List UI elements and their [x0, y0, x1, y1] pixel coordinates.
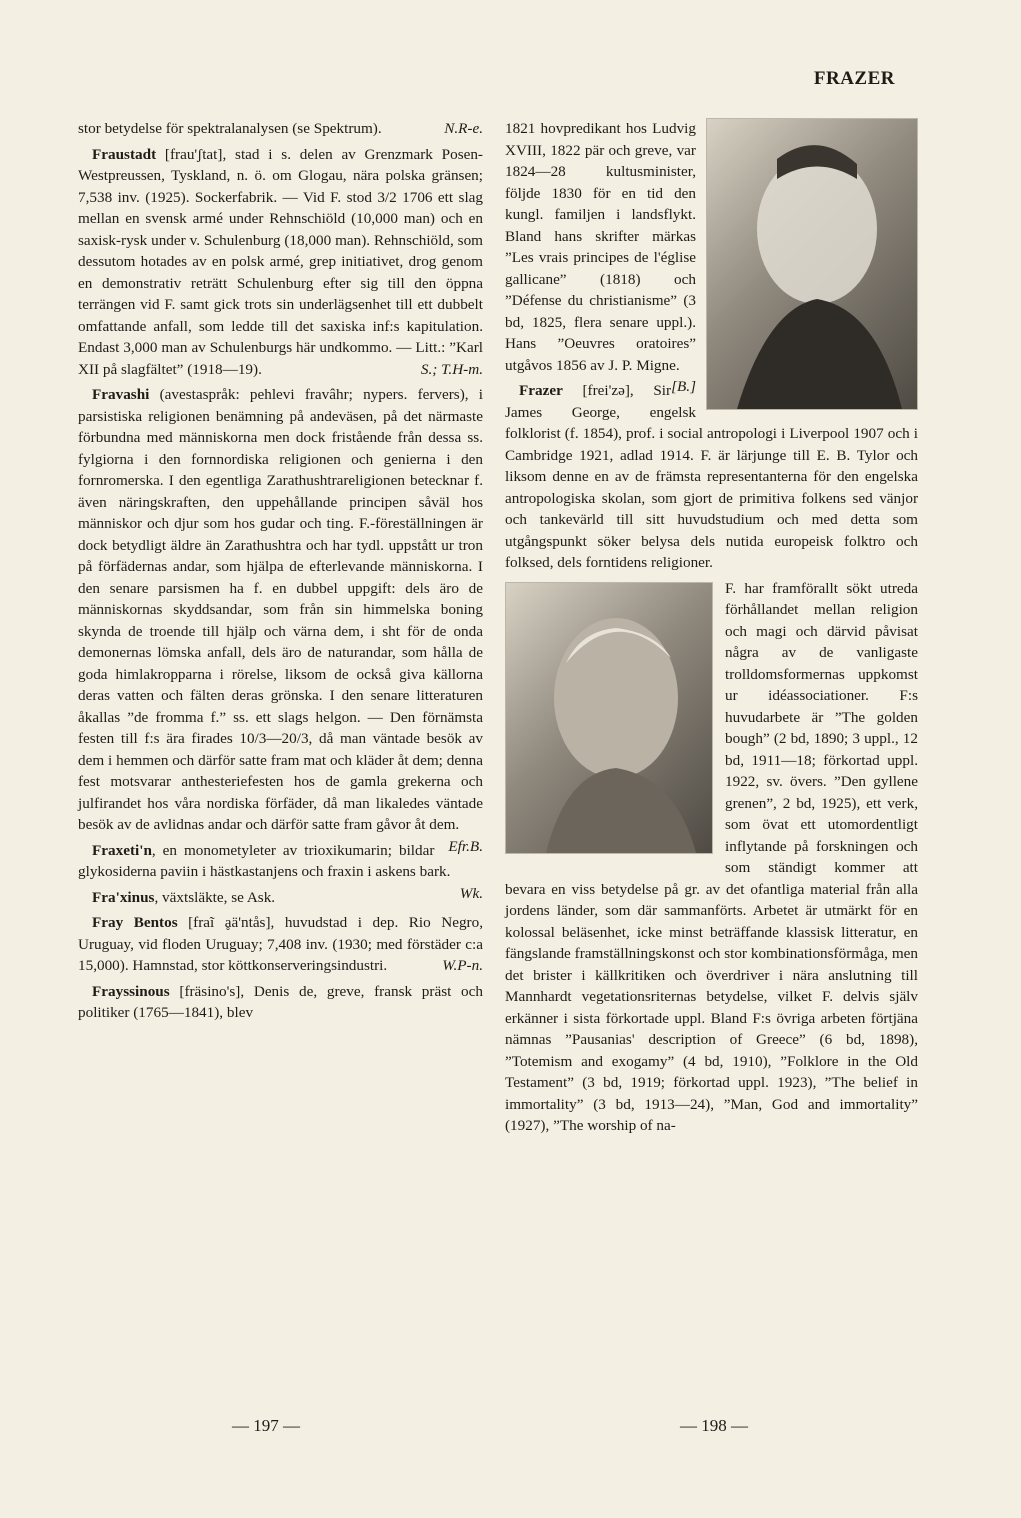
- entry-fraustadt: Fraustadt [frau'ʃtat], stad i s. delen av Grenzmark Posen-Westpreussen, Tyskland, n. ö. om Glogau, nära polska gränsen; 7,538 inv. (1925). Sockerfabrik. — Vid F. stod 3/2 1706 ett slag mellan en svensk armé under Rehnschiöld (10,000 man) och en saxisk-rysk under v. Schulenburg (18,000 man). Rehnschiöld, som dessutom hotades av en polsk armé, grep initiativet, drog genom en demonstrativ reträtt Schulenburg efter sig till den öppna terrängen vid F. samt gick trots sin underlägsenhet till ett dubbelt omfattande anfall, som ledde till det saxiska inf:s kapitulation. Endast 3,000 man av Schulenburgs här undkommo. — Litt.: ”Karl XII på slagfältet” (1918—19). S.; T.H-m.: [78, 145, 483, 378]
- entry-frazer: Frazer [frei'zə], Sir James George, engelsk folklorist (f. 1854), prof. i social antropologi i Liverpool 1907 och i Cambridge 1921, adlad 1914. F. är lärjunge till E. B. Tylor och liksom denne en av de främsta representanterna för den engelska antropologiska skolan, som gjort de primitiva folkens sed vänjor och tankevärld till sitt huvudstudium och med detta som utgångspunkt söker belysa dels nutida europeisk folktro och folksed, dels forntidens religioner.: [505, 382, 918, 571]
- left-column: [78, 118, 483, 1028]
- entry-frazer-cont: F. har framförallt sökt utreda förhållandet mellan religion och magi och därvid påvisat några av de vanligaste trolldomsformernas uppkomst ur idéassociationer. F:s huvudarbete är ”The golden bough” (2 bd, 1890; 3 uppl., 12 bd, 1911—18; förkortad uppl. 1922, sv. övers. ”Den gyllene grenen”, 2 bd, 1925), ett verk, som övat ett utomordentligt inflytande på forskningen och som ständigt kommer att bevara en viss betydelse på gr. av det ofantliga material från alla jordens länder, som där sammanförts. Arbetet är utmärkt för en kolossal beläsenhet, icke minst beträffande klassisk litteratur, en fängslande framställningskonst och stor kombinationsförmåga, men det brister i källkritiken och överdriver i nära anslutning till Mannhardt vegetationsriternas betydelse, vilket F. delvis själv erkänner i sista förkortade uppl. Bland F:s övriga arbeten förtjäna nämnas ”Pausanias' description of Greece” (6 bd, 1898), ”Totemism and exogamy” (4 bd, 1910), ”Folklore in the Old Testament” (3 bd, 1919; förkortad uppl. 1923), ”The belief in immortality” (3 bd, 1913—24), ”Man, God and immortality” (1927), ”The worship of na-: [505, 579, 918, 1134]
- entry-fray-bentos: Fray Bentos [fraĩ ḁä'ntås], huvudstad i dep. Rio Negro, Uruguay, vid floden Uruguay; 7,408 inv. (1930; med förstäder c:a 15,000). Hamnstad, stor köttkonserveringsindustri. W.P-n.: [78, 914, 483, 974]
- entry-fravashi: Fravashi (avestaspråk: pehlevi fravâhr; nypers. fervers), i parsistiska religionen benämning på andeväsen, på det närmaste förbundna med människorna men dock fristående från dessa ss. fylgiorna i den fornnordiska religionen och genierna i den fornromerska. I den egentliga Zarathushtrareligionen betecknar f. även näringskraften, den uppehållande principen såväl hos människor och djur som hos gudar och ting. F.-föreställningen är dock betydligt äldre än Zarathushtra och har tydl. uppstått ur tron på förfädernas andar, som hjälpa de efterlevande människorna. I den senare parsismen ha f. en dubbel uppgift: dels äro de människornas skyddsandar, som från sin himmelska boning skynda de troende till hjälp och värna dem, i sht för de onda demonernas lömska anfall, dels äro de naturandar, som hålla de goda himlakropparna i rörelse, liksom de också giva källorna deras vatten och fälten deras grönska. I den senare litteraturen åkallas ”de fromma f.” ss. ett slags helgon. — Den förnämsta festen till f:s ära firades 10/3—20/3, då man väntade besök av dem i hemmen och därför satte fram mat och kläder åt dem; denna fest motsvarar anthesteriefesten hos de gamla grekerna och julfirandet hos våra nordiska förfäder, då man likaledes väntade besök av de avlidnas andar och därför satte fram gåvor åt dem. Efr.B.: [78, 386, 483, 855]
- portrait-frayssinous: [706, 118, 918, 410]
- entry-fraxetin: Fraxeti'n, en monometyleter av trioxikumarin; bildar glykosiderna paviin i hästkastanjens och fraxin i askens bark. Wk.: [78, 841, 483, 902]
- running-title: FRAZER: [813, 68, 895, 89]
- page-number-left: — 197 —: [232, 1416, 300, 1435]
- entry-frayssinous-cont: 1821 hovpredikant hos Ludvig XVIII, 1822 pär och greve, var 1824—28 kultusminister, följde 1830 för en tid den kungl. familjen i landsflykt. Bland hans skrifter märkas ”Les vrais principes de l'église gallicane” (1818) och ”Défense du christianisme” (3 bd, 1825, flera senare uppl.). Hans ”Oeuvres oratoires” utgåvos 1856 av J. P. Migne. [B.]: [505, 120, 696, 395]
- entry-fraxinus: Fra'xinus, växtsläkte, se Ask.: [92, 888, 276, 906]
- right-column: [505, 118, 918, 1141]
- portrait-frazer-icon: [506, 583, 712, 853]
- portrait-frazer-relief: [505, 582, 713, 854]
- entry-frayssinous: Frayssinous [fräsino's], Denis de, greve, fransk präst och politiker (1765—1841), blev: [78, 982, 483, 1021]
- portrait-frayssinous-icon: [707, 119, 917, 409]
- page-number-right: — 198 —: [680, 1416, 748, 1435]
- entry-spektrum-end: stor betydelse för spektralanalysen (se Spektrum). N.R-e.: [78, 120, 483, 137]
